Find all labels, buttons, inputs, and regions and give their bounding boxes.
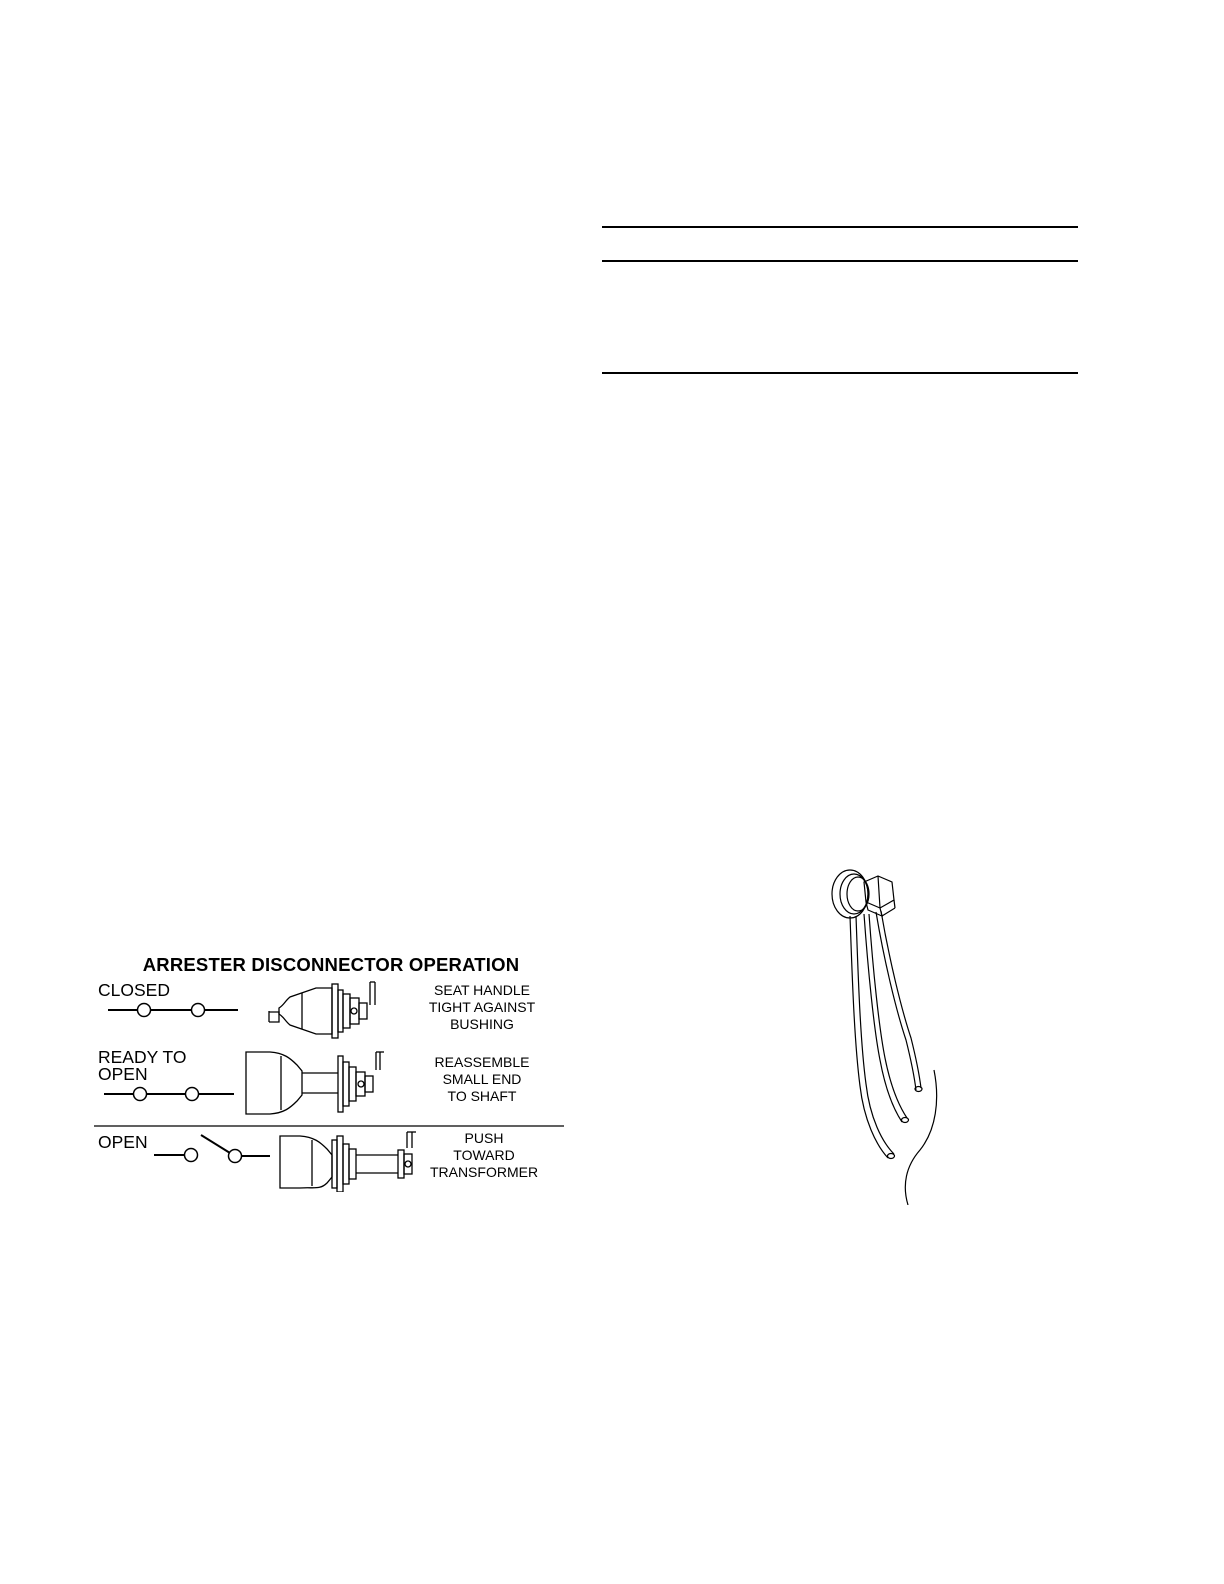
state-label-line: OPEN (98, 1064, 148, 1084)
instruction-line: TIGHT AGAINST (428, 999, 536, 1015)
state-label-line: READY TO (98, 1047, 187, 1067)
instruction-open (414, 1130, 554, 1181)
instruction-line: REASSEMBLE (434, 1054, 530, 1070)
state-label-closed: CLOSED (98, 980, 170, 1000)
instruction-line: SEAT HANDLE (434, 982, 530, 998)
rule-top (602, 226, 1078, 228)
rule-bottom (602, 372, 1078, 374)
instruction-line: TOWARD (453, 1147, 515, 1163)
bushing-lead-illustration (820, 860, 950, 1205)
instruction-line: TO SHAFT (447, 1088, 517, 1104)
instruction-line: SMALL END (442, 1071, 522, 1087)
instruction-closed (412, 982, 552, 1033)
ready-switch-symbol (104, 1088, 234, 1101)
figure-title: ARRESTER DISCONNECTOR OPERATION (142, 954, 520, 975)
instruction-line: BUSHING (450, 1016, 514, 1032)
ready-disconnector-drawing (246, 1052, 384, 1114)
arrester-disconnector-figure (94, 950, 568, 1192)
instruction-line: PUSH (464, 1130, 504, 1146)
closed-disconnector-drawing (269, 982, 375, 1038)
state-label-open: OPEN (98, 1132, 148, 1152)
open-switch-symbol (154, 1135, 270, 1163)
rule-middle (602, 260, 1078, 262)
open-disconnector-drawing (280, 1132, 416, 1192)
closed-switch-symbol (108, 1004, 238, 1017)
state-label-ready-to-open (98, 1049, 187, 1083)
instruction-ready-to-open (412, 1054, 552, 1105)
instruction-line: TRANSFORMER (429, 1164, 539, 1180)
